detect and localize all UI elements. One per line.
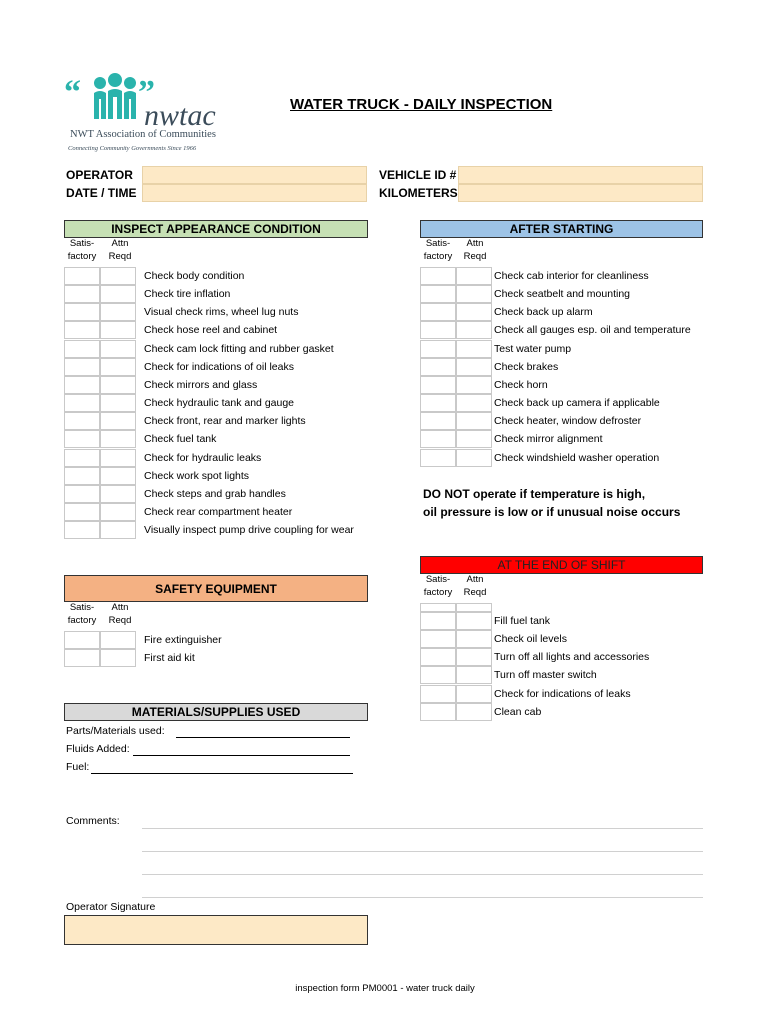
satisfactory-checkbox[interactable] [420, 449, 456, 467]
satisfactory-checkbox[interactable] [420, 412, 456, 430]
checklist-item: Check heater, window defroster [494, 415, 642, 428]
vehicle-id-label: VEHICLE ID # [379, 168, 457, 182]
warning-line-1: DO NOT operate if temperature is high, [423, 487, 646, 501]
attention-checkbox[interactable] [456, 376, 492, 394]
checklist-item: Check mirrors and glass [144, 378, 258, 391]
operator-field[interactable] [142, 166, 367, 184]
attention-column-header: Attn Reqd [108, 602, 132, 626]
inspect-appearance-header: INSPECT APPEARANCE CONDITION [64, 220, 368, 238]
satisfactory-checkbox[interactable] [420, 703, 456, 721]
attention-checkbox[interactable] [100, 430, 136, 448]
satisfactory-checkbox[interactable] [64, 631, 100, 649]
satisfactory-checkbox[interactable] [420, 666, 456, 684]
date-time-field[interactable] [142, 184, 367, 202]
satisfactory-checkbox[interactable] [64, 321, 100, 339]
attention-checkbox[interactable] [456, 612, 492, 630]
checklist-item: Check cam lock fitting and rubber gasket [144, 342, 334, 355]
attention-checkbox[interactable] [100, 376, 136, 394]
satisfactory-column-header: Satis- factory [423, 574, 453, 598]
safety-equipment-header: SAFETY EQUIPMENT [64, 575, 368, 602]
checklist-item: Check for indications of oil leaks [144, 360, 294, 373]
checklist-item: Fire extinguisher [144, 634, 222, 646]
attention-checkbox[interactable] [456, 267, 492, 285]
svg-text:nwtac: nwtac [144, 99, 216, 132]
satisfactory-checkbox[interactable] [64, 394, 100, 412]
attention-checkbox[interactable] [100, 321, 136, 339]
fluids-added-field[interactable] [133, 755, 350, 756]
satisfactory-checkbox[interactable] [64, 467, 100, 485]
checklist-item: Visual check rims, wheel lug nuts [144, 306, 299, 319]
attention-checkbox[interactable] [456, 648, 492, 666]
attention-checkbox[interactable] [100, 358, 136, 376]
attention-checkbox[interactable] [456, 358, 492, 376]
attention-checkbox[interactable] [456, 394, 492, 412]
checklist-item: Check all gauges esp. oil and temperature [494, 324, 691, 337]
date-time-label: DATE / TIME [66, 186, 137, 200]
satisfactory-checkbox[interactable] [64, 340, 100, 358]
checklist-item: Check front, rear and marker lights [144, 415, 306, 428]
attention-checkbox[interactable] [100, 503, 136, 521]
attention-checkbox[interactable] [100, 285, 136, 303]
checklist-item: Check horn [494, 378, 548, 391]
satisfactory-checkbox[interactable] [420, 430, 456, 448]
nwtac-logo [64, 73, 234, 155]
checklist-item: Check back up alarm [494, 306, 593, 319]
attention-checkbox[interactable] [100, 631, 136, 649]
satisfactory-checkbox[interactable] [420, 630, 456, 648]
materials-header: MATERIALS/SUPPLIES USED [64, 703, 368, 721]
comment-line[interactable] [142, 897, 703, 898]
comments-label: Comments: [66, 815, 120, 827]
attention-checkbox[interactable] [100, 449, 136, 467]
checklist-item: Check windshield washer operation [494, 451, 660, 464]
attention-checkbox[interactable] [100, 412, 136, 430]
satisfactory-checkbox[interactable] [64, 485, 100, 503]
attention-checkbox[interactable] [100, 485, 136, 503]
attention-column-header: Attn Reqd [108, 238, 132, 262]
kilometers-field[interactable] [458, 184, 703, 202]
attention-checkbox[interactable] [456, 303, 492, 321]
checklist-item: Check hose reel and cabinet [144, 324, 278, 337]
satisfactory-checkbox[interactable] [64, 267, 100, 285]
end-of-shift-header: AT THE END OF SHIFT [420, 556, 703, 574]
checklist-item: Check hydraulic tank and gauge [144, 397, 295, 410]
logo-tagline: Connecting Community Governments Since 1966 [68, 145, 197, 152]
attention-checkbox[interactable] [100, 521, 136, 539]
satisfactory-checkbox[interactable] [64, 303, 100, 321]
checklist-item: Check cab interior for cleanliness [494, 270, 649, 282]
grid-cell [456, 603, 492, 612]
satisfactory-checkbox[interactable] [420, 612, 456, 630]
satisfactory-checkbox[interactable] [64, 449, 100, 467]
checklist-item: First aid kit [144, 652, 195, 665]
satisfactory-checkbox[interactable] [420, 376, 456, 394]
checklist-item: Check steps and grab handles [144, 487, 286, 500]
warning-line-2: oil pressure is low or if unusual noise occurs [423, 505, 681, 519]
svg-text:“: “ [64, 74, 81, 111]
checklist-item: Check back up camera if applicable [494, 397, 660, 410]
attention-checkbox[interactable] [100, 394, 136, 412]
checklist-item: Check for indications of leaks [494, 687, 631, 700]
attention-checkbox[interactable] [456, 430, 492, 448]
satisfactory-checkbox[interactable] [420, 267, 456, 285]
checklist-item: Turn off all lights and accessories [494, 651, 650, 664]
kilometers-label: KILOMETERS [379, 186, 458, 200]
attention-checkbox[interactable] [456, 285, 492, 303]
attention-checkbox[interactable] [456, 685, 492, 703]
satisfactory-checkbox[interactable] [64, 376, 100, 394]
parts-materials-label: Parts/Materials used: [66, 725, 165, 737]
checklist-item: Fill fuel tank [494, 615, 551, 627]
satisfactory-checkbox[interactable] [64, 412, 100, 430]
satisfactory-checkbox[interactable] [420, 648, 456, 666]
fluids-added-label: Fluids Added: [66, 743, 130, 755]
attention-checkbox[interactable] [100, 467, 136, 485]
satisfactory-column-header: Satis- factory [67, 602, 97, 626]
satisfactory-checkbox[interactable] [64, 649, 100, 667]
checklist-item: Check for hydraulic leaks [144, 451, 262, 464]
page-title: WATER TRUCK - DAILY INSPECTION [290, 96, 553, 113]
attention-checkbox[interactable] [456, 412, 492, 430]
attention-checkbox[interactable] [100, 340, 136, 358]
attention-checkbox[interactable] [456, 703, 492, 721]
svg-text:”: ” [138, 74, 155, 111]
attention-checkbox[interactable] [456, 340, 492, 358]
grid-cell [420, 603, 456, 612]
operator-label: OPERATOR [66, 168, 133, 182]
attention-checkbox[interactable] [456, 666, 492, 684]
logo-organization: NWT Association of Communities [70, 129, 216, 140]
checklist-item: Check work spot lights [144, 469, 250, 482]
footer: inspection form PM0001 - water truck daily [295, 983, 475, 994]
operator-signature-label: Operator Signature [66, 901, 156, 913]
checklist-item: Check body condition [144, 270, 245, 282]
attention-checkbox[interactable] [100, 303, 136, 321]
satisfactory-column-header: Satis- factory [67, 238, 97, 262]
attention-checkbox[interactable] [456, 449, 492, 467]
checklist-item: Check seatbelt and mounting [494, 288, 631, 301]
satisfactory-checkbox[interactable] [420, 285, 456, 303]
checklist-item: Clean cab [494, 705, 542, 718]
comment-line[interactable] [142, 851, 703, 852]
satisfactory-checkbox[interactable] [64, 358, 100, 376]
fuel-label: Fuel: [66, 761, 90, 773]
vehicle-id-field[interactable] [458, 166, 703, 184]
checklist-item: Visually inspect pump drive coupling for wear [144, 524, 354, 537]
satisfactory-checkbox[interactable] [64, 430, 100, 448]
after-starting-header: AFTER STARTING [420, 220, 703, 238]
satisfactory-checkbox[interactable] [420, 303, 456, 321]
checklist-item: Check tire inflation [144, 288, 231, 301]
satisfactory-checkbox[interactable] [420, 358, 456, 376]
checklist-item: Check brakes [494, 360, 559, 373]
satisfactory-checkbox[interactable] [420, 394, 456, 412]
parts-materials-field[interactable] [176, 737, 350, 738]
satisfactory-checkbox[interactable] [420, 321, 456, 339]
attention-column-header: Attn Reqd [463, 574, 487, 598]
checklist-item: Check mirror alignment [494, 433, 603, 446]
attention-checkbox[interactable] [100, 267, 136, 285]
checklist-item: Test water pump [494, 342, 572, 355]
satisfactory-checkbox[interactable] [64, 521, 100, 539]
attention-checkbox[interactable] [456, 630, 492, 648]
checklist-item: Turn off master switch [494, 669, 597, 682]
checklist-item: Check fuel tank [144, 433, 217, 446]
operator-signature-field[interactable] [64, 915, 368, 945]
satisfactory-checkbox[interactable] [420, 340, 456, 358]
comment-line[interactable] [142, 828, 703, 829]
attention-checkbox[interactable] [100, 649, 136, 667]
checklist-item: Check oil levels [494, 633, 567, 646]
fuel-field[interactable] [91, 773, 353, 774]
satisfactory-column-header: Satis- factory [423, 238, 453, 262]
attention-checkbox[interactable] [456, 321, 492, 339]
satisfactory-checkbox[interactable] [64, 285, 100, 303]
satisfactory-checkbox[interactable] [64, 503, 100, 521]
attention-column-header: Attn Reqd [463, 238, 487, 262]
checklist-item: Check rear compartment heater [144, 505, 293, 518]
satisfactory-checkbox[interactable] [420, 685, 456, 703]
comment-line[interactable] [142, 874, 703, 875]
